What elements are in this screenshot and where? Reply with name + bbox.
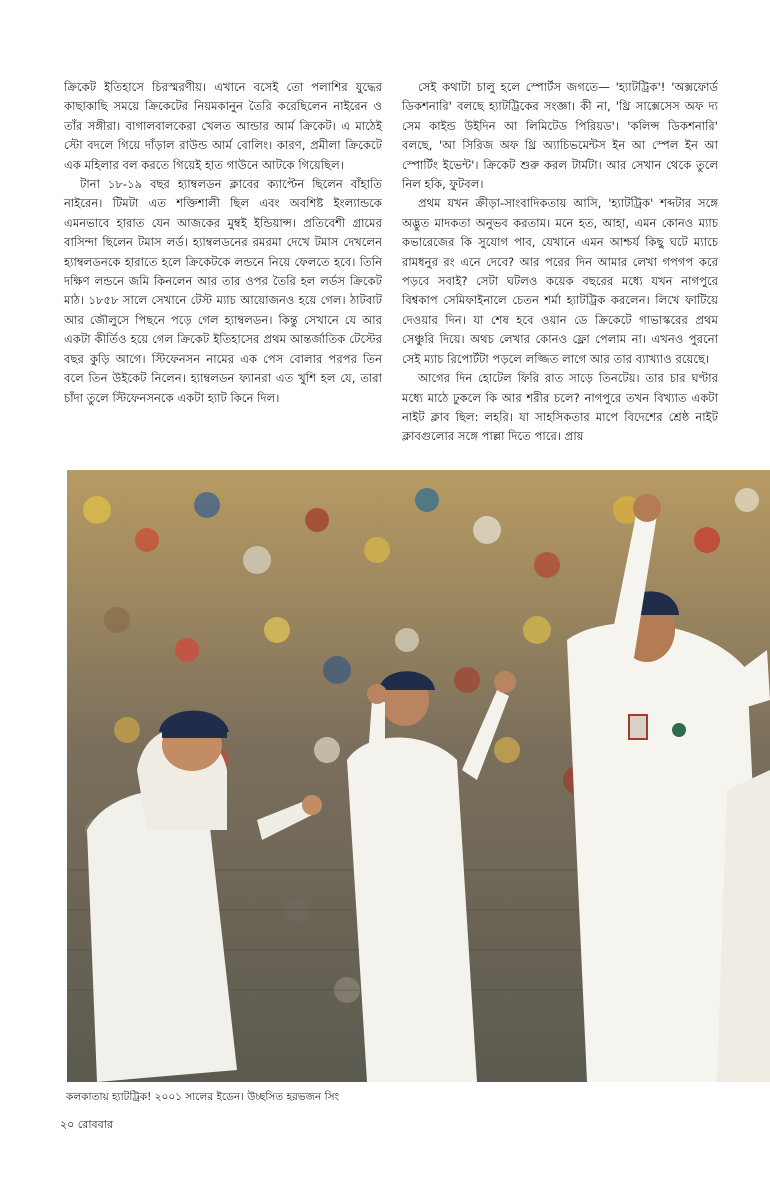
article-paragraph: আগের দিন হোটেল ফিরি রাত সাড়ে তিনটেয়। তার চার ঘণ্টার মধ্যে মাঠে ঢুকলে কি আর শরীর চলে? নাগপুরে তখন বিখ্যাত একটা নাইট ক্লাব ছিল: লহরি। যা সাহসিকতার মাপে বিদেশের শ্রেষ্ঠ নাইট ক্লাবগুলোর সঙ্গে পাল্লা দিতে পারে। প্রায় — [402, 371, 718, 444]
article-paragraph: সেই কথাটা চালু হলে স্পোর্টস জগতে— 'হ্যাটট্রিক'! 'অক্সফোর্ড ডিকশনারি' বলছে হ্যাটট্রিকের সংজ্ঞা। কী না, 'থ্রি সাক্সেসেস অফ দ্য সেম কাইন্ড উইদিন আ লিমিটেড পিরিয়ড'। 'কলিন্স ডিকশনারি' বলছে, 'আ সিরিজ অফ থ্রি অ্যাচিভমেন্টস ইন আ স্পেল ইন আ স্পোর্টিং ইভেন্ট'। ক্রিকেট শুরু করল টার্মটা। আর সেখান থেকে তুলে নিল হকি, ফুটবল। — [402, 80, 718, 192]
photo-caption: কলকাতায় হ্যাটট্রিক! ২০০১ সালের ইডেন। উচ্ছসিত হরভজন সিং — [66, 1091, 340, 1103]
article-paragraph: টানা ১৮-১৯ বছর হ্যাম্বলডন ক্লাবের ক্যাপ্টেন ছিলেন বাঁহাতি নাইরেন। টিমটা এত শক্তিশালী ছিল এবং অবশিষ্ট ইংল্যান্ডকে এমনভাবে হারাত যেন আজকের মুম্বই ইন্ডিয়ান্স। প্রতিবেশী গ্রামের বাসিন্দা ছিলেন টমাস লর্ড। হ্যাম্বলডনের রমরমা দেখে টমাস দেখলেন হ্যাম্বলডনকে হারাতে হলে ক্রিকেটকে লন্ডনে নিয়ে ফেলতে হবে। তিনি দক্ষিণ লন্ডনে জমি কিনলেন আর তার ওপর তৈরি হল লর্ডস ক্রিকেট মাঠ। ১৮৫৮ সালে সেখানে টেস্ট ম্যাচ আয়োজনও হয়ে গেল। ঠাটবাট আর জৌলুসে পিছনে পড়ে গেল হ্যাম্বলডন। কিন্তু সেখানে যে আর একটা কীর্তিও হয়ে গেল ক্রিকেট ইতিহাসের প্রথম আন্তর্জাতিক টেস্টের বছর কুড়ি আগে। স্টিফেনসন নামের এক পেস বোলার পরপর তিন বলে তিন উইকেট নিলেন। হ্যাম্বলডন ফ্যানরা এত খুশি হল যে, তারা চাঁদা তুলে স্টিফেনসনকে একটা হ্যাট কিনে দিল। — [64, 177, 382, 405]
article-paragraph: প্রথম যখন ক্রীড়া-সাংবাদিকতায় আসি, 'হ্যাটট্রিক' শব্দটার সঙ্গে অদ্ভুত মাদকতা অনুভব করতাম। মনে হত, আহা, এমন কোনও ম্যাচ কভারেজের কি সুযোগ পাব, যেখানে এমন আশ্চর্য কিছু ঘটে ম্যাচে রামধনুর রং এনে দেবে? আর পরের দিন আমার লেখা গপগপ করে পড়বে সবাই? সেটা ঘটলও কয়েক বছরের মধ্যে যখন নাগপুরে বিশ্বকাপ সেমিফাইনালে চেতন শর্মা হ্যাটট্রিক করলেন। লিখে ফাটিয়ে দেওয়ার দিন। যা শেষ হবে ওয়ান ডে ক্রিকেটে গাভাস্করের প্রথম সেঞ্চুরি দিয়ে। অথচ লেখার কোনও ফ্লো পেলাম না। এখনও পুরনো সেই ম্যাচ রিপোর্টটা পড়লে লজ্জিত লাগে আর তার ব্যাখ্যাও রয়েছে। — [402, 196, 718, 366]
article-paragraph: ক্রিকেট ইতিহাসে চিরস্মরণীয়। এখানে বসেই তো পলাশির যুদ্ধের কাছাকাছি সময়ে ক্রিকেটের নিয়মকানুন তৈরি করেছিলেন নাইরেন ও তাঁর সঙ্গীরা। বাগালবালকেরা খেলত আন্ডার আর্ম ক্রিকেট। এ মাঠেই স্টো বদলে গিয়ে দাঁড়াল রাউন্ড আর্ম বোলিং। কারণ, প্রমীলা ক্রিকেটে এক মহিলার বল করতে গিয়েই হাত গাউনে আটকে গিয়েছিল। — [64, 80, 382, 172]
article-column-right — [402, 78, 718, 447]
cricket-celebration-photo — [67, 470, 770, 1082]
page-folio: ২০ রোববার — [60, 1118, 113, 1131]
article-column-left — [64, 78, 382, 408]
